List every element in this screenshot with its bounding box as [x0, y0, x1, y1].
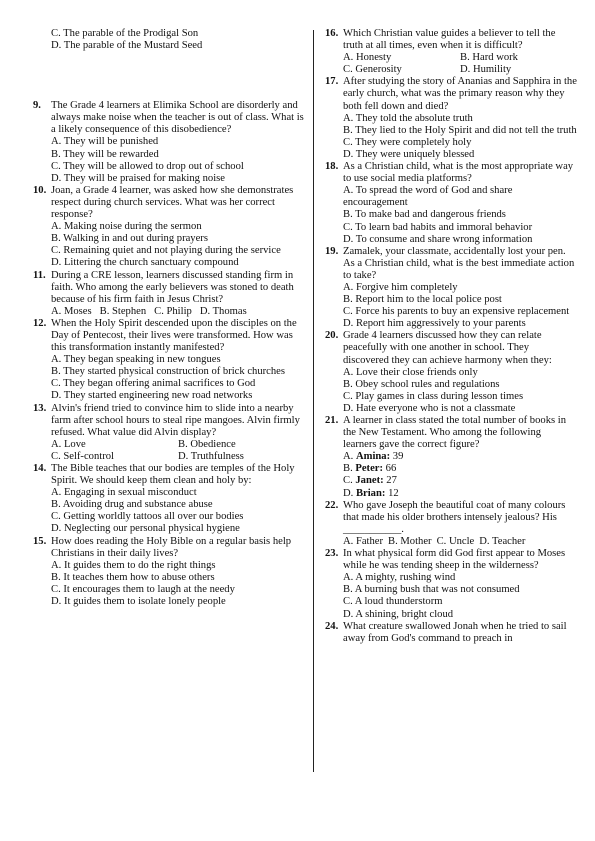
question-24 — [325, 621, 577, 645]
question-stem: What creature swallowed Jonah when he tried to sail away from God's command to preach in — [343, 620, 567, 644]
option: D. They started engineering new road networks — [51, 390, 253, 402]
spacer — [33, 52, 305, 100]
question-stem: Grade 4 learners discussed how they can relate peacefully with one another in school. They discovered they can achieve harmony when they: — [343, 330, 552, 366]
option-value: 12 — [388, 487, 399, 499]
question-22 — [325, 500, 577, 548]
question-number: 20. — [325, 330, 339, 342]
option — [343, 463, 577, 475]
question-number: 23. — [325, 548, 339, 560]
option: B. Obey school rules and regulations — [343, 378, 500, 390]
question-16 — [325, 28, 577, 76]
question-17 — [325, 76, 577, 161]
option: C. They will be allowed to drop out of school — [51, 160, 244, 172]
learner-name: Amina: — [355, 451, 391, 463]
option-value: 66 — [385, 463, 397, 475]
question-stem: As a Christian child, what is the most appropriate way to use social media platforms? — [343, 161, 574, 185]
option: C. Philip — [154, 305, 192, 317]
option: D. Littering the church sanctuary compound — [51, 257, 239, 269]
option: B. To make bad and dangerous friends — [343, 209, 506, 221]
option: C. A loud thunderstorm — [343, 596, 443, 608]
question-stem: Who gave Joseph the beautiful coat of many colours that made his older brothers intensely jealous? His ___________. — [343, 499, 566, 535]
options-row — [343, 52, 577, 64]
option: B. They started physical construction of brick churches — [51, 366, 285, 378]
question-stem: Which Christian value guides a believer to tell the truth at all times, even when it is difficult? — [343, 28, 556, 52]
option: D. Humility — [460, 64, 512, 76]
question-15 — [33, 536, 305, 609]
option: C. Generosity — [343, 64, 402, 76]
option — [343, 488, 577, 500]
option-letter: C. — [343, 475, 353, 487]
learner-name: Janet: — [355, 475, 384, 487]
option: D. Teacher — [479, 535, 526, 547]
question-13 — [33, 403, 305, 463]
learner-name: Brian: — [355, 487, 386, 499]
option: A. Making noise during the sermon — [51, 221, 202, 233]
question-number: 15. — [33, 535, 47, 547]
option: A. Love — [51, 438, 86, 450]
option: D. Neglecting our personal physical hygiene — [51, 523, 240, 535]
option — [343, 475, 577, 487]
question-number: 9. — [33, 100, 41, 112]
question-stem: A learner in class stated the total number of books in the New Testament. Who among the following learners gave the correct figure? — [343, 415, 567, 451]
options-row — [51, 306, 305, 318]
option-letter: D. — [343, 487, 354, 499]
question-8-continued — [33, 28, 305, 52]
option: A. Honesty — [343, 52, 392, 64]
option: C. Force his parents to buy an expensive replacement — [343, 306, 570, 318]
option: C. Play games in class during lesson times — [343, 390, 524, 402]
option: D. Hate everyone who is not a classmate — [343, 402, 516, 414]
option-value: 39 — [392, 451, 404, 463]
question-9 — [33, 100, 305, 185]
option: D. They will be praised for making noise — [51, 172, 225, 184]
question-10 — [33, 185, 305, 270]
option: B. Report him to the local police post — [343, 294, 502, 306]
question-number: 11. — [33, 269, 46, 281]
option: B. They lied to the Holy Spirit and did not tell the truth — [343, 124, 577, 136]
option: A. They began speaking in new tongues — [51, 354, 221, 366]
option: C. They began offering animal sacrifices to God — [51, 378, 256, 390]
question-stem: Joan, a Grade 4 learner, was asked how she demonstrates respect during church services. What was her correct response? — [51, 184, 294, 221]
option: A. Forgive him completely — [343, 281, 458, 293]
question-19 — [325, 246, 577, 331]
option: B. Mother — [388, 535, 432, 547]
option: A. To spread the word of God and share encouragement — [343, 185, 513, 209]
option: A. Engaging in sexual misconduct — [51, 487, 197, 499]
option: B. Stephen — [99, 305, 147, 317]
option: A. It guides them to do the right things — [51, 559, 216, 571]
question-number: 14. — [33, 463, 47, 474]
option: A. A mighty, rushing wind — [343, 572, 456, 584]
question-stem: In what physical form did God first appear to Moses while he was tending sheep in the wilderness? — [343, 548, 566, 572]
option: D. It guides them to isolate lonely people — [51, 596, 226, 608]
question-stem: Zamalek, your classmate, accidentally lost your pen. As a Christian child, what is the best immediate action to take? — [343, 245, 575, 281]
option: B. Walking in and out during prayers — [51, 233, 208, 245]
question-stem: How does reading the Holy Bible on a regular basis help Christians in their daily lives? — [51, 535, 292, 559]
option: C. Uncle — [436, 535, 475, 547]
option: D. Truthfulness — [178, 450, 244, 462]
option: A. Moses — [51, 305, 92, 317]
option: C. They were completely holy — [343, 136, 472, 148]
question-number: 13. — [33, 402, 47, 414]
question-stem: Alvin's friend tried to convince him to slide into a nearby farm after school hours to steal ripe mangoes. Alvin firmly refused. What value did Alvin display? — [51, 402, 300, 438]
option: C. The parable of the Prodigal Son — [51, 28, 199, 39]
option: B. A burning bush that was not consumed — [343, 584, 520, 596]
option: C. Getting worldly tattoos all over our bodies — [51, 511, 244, 523]
option: B. It teaches them how to abuse others — [51, 571, 215, 583]
question-number: 17. — [325, 76, 339, 88]
option — [343, 451, 577, 463]
option: D. Report him aggressively to your parents — [343, 318, 526, 330]
option: C. It encourages them to laugh at the needy — [51, 583, 235, 595]
question-number: 18. — [325, 161, 339, 173]
option: B. Hard work — [460, 52, 518, 64]
question-18 — [325, 161, 577, 246]
options-row — [343, 64, 577, 76]
option-letter: B. — [343, 463, 353, 475]
option: D. A shining, bright cloud — [343, 608, 454, 620]
option: B. Obedience — [178, 438, 236, 450]
question-stem: After studying the story of Ananias and Sapphira in the early church, what was the primary reason why they both fell down and died? — [343, 76, 577, 112]
options-row — [51, 439, 305, 451]
column-divider — [313, 30, 314, 772]
right-column — [325, 28, 577, 645]
option: A. They told the absolute truth — [343, 112, 473, 124]
question-stem: The Bible teaches that our bodies are temples of the Holy Spirit. We should keep them clean and holy by: — [51, 463, 295, 487]
option: C. Self-control — [51, 450, 114, 462]
question-11 — [33, 270, 305, 318]
question-23 — [325, 548, 577, 621]
option-value: 27 — [386, 475, 397, 487]
question-number: 24. — [325, 620, 339, 632]
options-row — [343, 536, 577, 548]
question-number: 16. — [325, 28, 339, 39]
options-row — [51, 451, 305, 463]
option: A. They will be punished — [51, 136, 159, 148]
option: A. Father — [343, 535, 384, 547]
question-number: 10. — [33, 184, 47, 196]
question-number: 22. — [325, 499, 339, 511]
option-letter: A. — [343, 451, 354, 463]
option: A. Love their close friends only — [343, 366, 478, 378]
option: D. The parable of the Mustard Seed — [51, 40, 203, 52]
question-21 — [325, 415, 577, 500]
left-column — [33, 28, 305, 608]
option: D. They were uniquely blessed — [343, 148, 475, 160]
question-number: 12. — [33, 317, 47, 329]
question-stem: When the Holy Spirit descended upon the disciples on the Day of Pentecost, their lives were transformed. How was this transformation instantly manifested? — [51, 317, 297, 354]
option: B. They will be rewarded — [51, 148, 159, 160]
question-12 — [33, 318, 305, 403]
option: C. To learn bad habits and immoral behavior — [343, 221, 533, 233]
question-stem: The Grade 4 learners at Elimika School are disorderly and always make noise when the teacher is out of class. What is a likely consequence of this disobedience? — [51, 100, 304, 136]
question-14 — [33, 463, 305, 536]
option: C. Remaining quiet and not playing during the service — [51, 245, 281, 257]
option: D. To consume and share wrong information — [343, 233, 533, 245]
question-number: 21. — [325, 415, 339, 426]
learner-name: Peter: — [355, 463, 384, 475]
question-20 — [325, 330, 577, 415]
option: D. Thomas — [199, 305, 247, 317]
question-stem: During a CRE lesson, learners discussed standing firm in faith. Who among the early believers was stoned to death because of his firm faith in Jesus Christ? — [51, 269, 294, 305]
option: B. Avoiding drug and substance abuse — [51, 499, 213, 511]
question-number: 19. — [325, 245, 339, 257]
